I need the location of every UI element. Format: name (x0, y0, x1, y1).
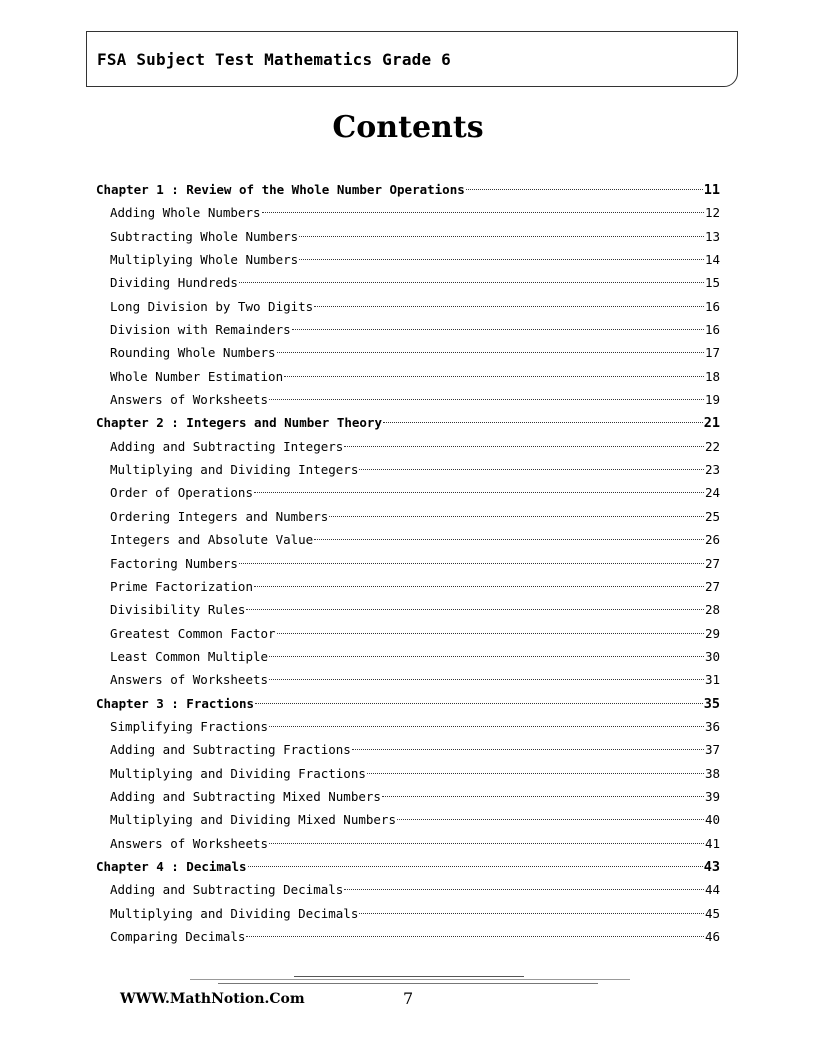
toc-dot-leader (352, 739, 704, 750)
toc-entry-label: Greatest Common Factor (110, 625, 276, 641)
toc-entry-page: 27 (704, 555, 720, 571)
toc-section-entry[interactable] (96, 902, 720, 925)
toc-dot-leader (269, 716, 704, 727)
toc-dot-leader (254, 576, 704, 587)
toc-entry-label: Chapter 1 : Review of the Whole Number Operations (96, 182, 465, 197)
toc-entry-label: Comparing Decimals (110, 929, 246, 944)
toc-entry-page: 11 (703, 182, 720, 198)
toc-section-entry[interactable] (96, 458, 720, 481)
toc-entry-label: Multiplying and Dividing Integers (110, 462, 359, 478)
toc-dot-leader (382, 786, 704, 797)
toc-entry-page: 21 (703, 415, 720, 432)
toc-dot-leader (269, 669, 704, 680)
toc-entry-page: 14 (704, 252, 720, 268)
toc-section-entry[interactable] (96, 481, 720, 504)
toc-entry-page: 38 (704, 765, 720, 781)
toc-section-entry[interactable] (96, 598, 720, 621)
toc-section-entry[interactable] (96, 248, 720, 271)
toc-section-entry[interactable] (96, 808, 720, 831)
toc-entry-label: Simplifying Fractions (110, 718, 269, 734)
toc-section-entry[interactable] (96, 435, 720, 458)
toc-section-entry[interactable] (96, 295, 720, 318)
toc-entry-page: 30 (704, 648, 720, 664)
toc-entry-page: 22 (704, 438, 720, 454)
toc-entry-label: Long Division by Two Digits (110, 298, 314, 314)
toc-entry-page: 17 (704, 345, 720, 361)
toc-entry-label: Rounding Whole Numbers (110, 345, 276, 361)
toc-entry-page: 39 (704, 788, 720, 804)
toc-entry-page: 16 (704, 322, 720, 338)
toc-section-entry[interactable] (96, 388, 720, 411)
toc-entry-label: Multiplying and Dividing Mixed Numbers (110, 812, 396, 828)
toc-dot-leader (239, 272, 704, 283)
toc-dot-leader (269, 646, 704, 657)
toc-entry-page: 35 (703, 695, 720, 712)
toc-entry-page: 37 (704, 742, 720, 758)
toc-dot-leader (284, 366, 704, 377)
toc-chapter-entry[interactable] (96, 692, 720, 715)
toc-entry-page: 25 (704, 508, 720, 524)
toc-entry-page: 18 (704, 368, 720, 384)
toc-dot-leader (239, 553, 704, 564)
toc-entry-label: Adding and Subtracting Decimals (110, 882, 344, 898)
toc-dot-leader (314, 296, 704, 307)
table-of-contents (96, 178, 720, 948)
footer-rule (218, 983, 598, 984)
toc-entry-page: 12 (704, 205, 720, 221)
toc-section-entry[interactable] (96, 832, 720, 855)
toc-dot-leader (359, 903, 704, 914)
toc-dot-leader (246, 599, 703, 610)
toc-entry-label: Dividing Hundreds (110, 275, 238, 291)
toc-entry-page: 15 (704, 275, 720, 291)
toc-dot-leader (255, 693, 703, 704)
toc-entry-label: Divisibility Rules (110, 602, 246, 618)
toc-entry-page: 24 (704, 485, 720, 501)
header-box (86, 31, 738, 87)
toc-section-entry[interactable] (96, 785, 720, 808)
toc-section-entry[interactable] (96, 668, 720, 691)
toc-chapter-entry[interactable] (96, 855, 720, 878)
toc-entry-label: Answers of Worksheets (110, 672, 269, 688)
toc-entry-page: 31 (704, 672, 720, 688)
toc-entry-label: Adding and Subtracting Fractions (110, 742, 351, 758)
toc-dot-leader (292, 319, 704, 330)
toc-entry-label: Subtracting Whole Numbers (110, 228, 299, 244)
toc-dot-leader (299, 249, 704, 260)
toc-entry-label: Adding and Subtracting Integers (110, 438, 344, 454)
toc-entry-label: Answers of Worksheets (110, 392, 269, 408)
toc-dot-leader (344, 436, 704, 447)
toc-dot-leader (277, 342, 704, 353)
toc-entry-page: 44 (704, 882, 720, 898)
toc-entry-label: Chapter 4 : Decimals (96, 858, 247, 874)
toc-entry-label: Answers of Worksheets (110, 835, 269, 851)
toc-entry-page: 45 (704, 905, 720, 921)
toc-entry-label: Prime Factorization (110, 578, 253, 594)
toc-entry-page: 13 (704, 228, 720, 244)
footer-rule (294, 976, 524, 977)
toc-dot-leader (344, 879, 704, 890)
toc-dot-leader (277, 623, 704, 634)
toc-entry-page: 27 (704, 578, 720, 594)
toc-section-entry[interactable] (96, 318, 720, 341)
toc-entry-page: 23 (704, 462, 720, 478)
toc-chapter-entry[interactable] (96, 411, 720, 434)
toc-section-entry[interactable] (96, 738, 720, 761)
toc-entry-page: 46 (704, 929, 720, 944)
toc-entry-label: Multiplying and Dividing Decimals (110, 905, 359, 921)
toc-entry-page: 40 (704, 812, 720, 828)
toc-dot-leader (466, 179, 703, 190)
toc-section-entry[interactable] (96, 878, 720, 901)
toc-entry-page: 19 (704, 392, 720, 408)
toc-section-entry[interactable] (96, 622, 720, 645)
footer-rule (190, 979, 630, 980)
toc-dot-leader (246, 926, 703, 937)
toc-section-entry[interactable] (96, 505, 720, 528)
toc-section-entry[interactable] (96, 575, 720, 598)
toc-section-entry[interactable] (96, 341, 720, 364)
toc-entry-page: 29 (704, 625, 720, 641)
toc-section-entry[interactable] (96, 715, 720, 738)
toc-entry-page: 28 (704, 602, 720, 618)
footer-website: WWW.MathNotion.Com (120, 991, 305, 1007)
toc-section-entry[interactable] (96, 201, 720, 224)
toc-entry-label: Multiplying and Dividing Fractions (110, 765, 366, 781)
toc-entry-page: 43 (703, 858, 720, 875)
toc-entry-page: 26 (704, 532, 720, 548)
footer-page-number: 7 (403, 989, 414, 1008)
toc-dot-leader (314, 529, 704, 540)
toc-entry-label: Integers and Absolute Value (110, 532, 314, 548)
header-title: FSA Subject Test Mathematics Grade 6 (97, 50, 451, 69)
toc-section-entry[interactable] (96, 645, 720, 668)
toc-entry-label: Order of Operations (110, 485, 253, 501)
toc-section-entry[interactable] (96, 225, 720, 248)
toc-dot-leader (248, 856, 703, 867)
toc-section-entry[interactable] (96, 271, 720, 294)
toc-entry-label: Factoring Numbers (110, 555, 238, 571)
toc-entry-label: Ordering Integers and Numbers (110, 508, 329, 524)
toc-entry-label: Whole Number Estimation (110, 368, 284, 384)
toc-entry-label: Multiplying Whole Numbers (110, 252, 299, 268)
toc-section-entry[interactable] (96, 528, 720, 551)
toc-section-entry[interactable] (96, 925, 720, 948)
toc-entry-label: Least Common Multiple (110, 648, 269, 664)
toc-entry-label: Adding and Subtracting Mixed Numbers (110, 788, 381, 804)
contents-title: Contents (332, 110, 484, 145)
toc-entry-page: 16 (704, 298, 720, 314)
toc-dot-leader (269, 389, 704, 400)
toc-section-entry[interactable] (96, 365, 720, 388)
toc-entry-label: Chapter 2 : Integers and Number Theory (96, 415, 382, 431)
toc-entry-page: 36 (704, 718, 720, 734)
toc-entry-label: Chapter 3 : Fractions (96, 695, 255, 711)
toc-dot-leader (329, 506, 704, 517)
toc-entry-label: Adding Whole Numbers (110, 205, 261, 221)
toc-entry-page: 41 (704, 835, 720, 851)
toc-entry-label: Division with Remainders (110, 322, 291, 338)
toc-dot-leader (262, 202, 704, 213)
toc-dot-leader (383, 412, 703, 423)
toc-chapter-entry[interactable] (96, 178, 720, 201)
toc-dot-leader (254, 482, 704, 493)
toc-section-entry[interactable] (96, 552, 720, 575)
toc-dot-leader (359, 459, 704, 470)
toc-section-entry[interactable] (96, 762, 720, 785)
toc-dot-leader (367, 763, 704, 774)
toc-dot-leader (397, 809, 704, 820)
toc-dot-leader (269, 833, 704, 844)
toc-dot-leader (299, 226, 704, 237)
